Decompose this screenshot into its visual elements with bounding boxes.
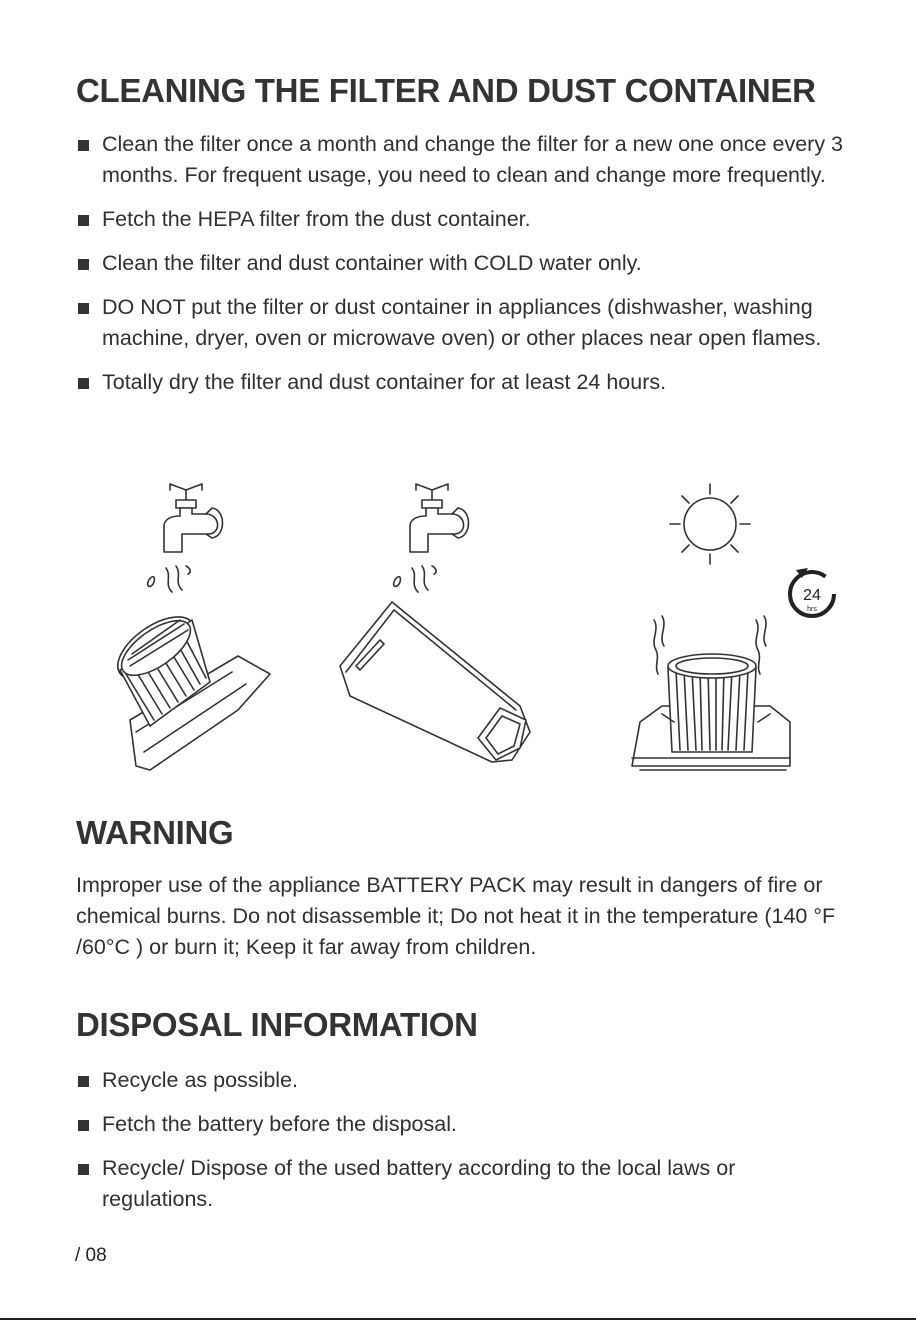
list-item: Totally dry the filter and dust container for at least 24 hours. bbox=[78, 367, 848, 398]
timer-24h-icon bbox=[790, 568, 834, 616]
bottom-divider bbox=[0, 1318, 916, 1320]
hepa-filter-icon bbox=[632, 654, 790, 770]
list-item: Fetch the battery before the disposal. bbox=[78, 1109, 848, 1140]
faucet-icon bbox=[410, 484, 469, 552]
cleaning-section-title: CLEANING THE FILTER AND DUST CONTAINER bbox=[76, 72, 816, 109]
page-number: / 08 bbox=[75, 1245, 107, 1266]
warning-text: Improper use of the appliance BATTERY PACK may result in dangers of fire or chemical burns. Do not disassemble it; Do not heat it in the temperature (140 °F /60°C ) or burn it; Keep it far away from children. bbox=[76, 873, 836, 959]
list-item: Recycle as possible. bbox=[78, 1065, 848, 1096]
list-item: DO NOT put the filter or dust container in appliances (dishwasher, washing machine, dryer, oven or microwave oven) or other places near open flames. bbox=[78, 292, 848, 354]
sun-icon bbox=[670, 484, 750, 564]
list-item: Fetch the HEPA filter from the dust container. bbox=[78, 204, 848, 235]
dust-container-icon bbox=[340, 602, 530, 762]
water-drops-icon bbox=[148, 566, 191, 592]
list-item: Recycle/ Dispose of the used battery according to the local laws or regulations. bbox=[78, 1153, 848, 1215]
disposal-instructions-list bbox=[78, 1065, 848, 1228]
warning-section-title: WARNING bbox=[76, 814, 234, 851]
hepa-filter-icon bbox=[107, 605, 270, 770]
disposal-section-title: DISPOSAL INFORMATION bbox=[76, 1006, 478, 1043]
timer-number: 24 bbox=[803, 587, 821, 604]
cleaning-instructions-list bbox=[78, 129, 848, 411]
water-drops-icon bbox=[394, 566, 437, 592]
list-item: Clean the filter and dust container with COLD water only. bbox=[78, 248, 848, 279]
cleaning-illustration bbox=[0, 470, 916, 800]
timer-unit: hrs bbox=[807, 606, 817, 613]
list-item: Clean the filter once a month and change the filter for a new one once every 3 months. For frequent usage, you need to clean and change more frequently. bbox=[78, 129, 848, 191]
faucet-icon bbox=[164, 484, 223, 552]
